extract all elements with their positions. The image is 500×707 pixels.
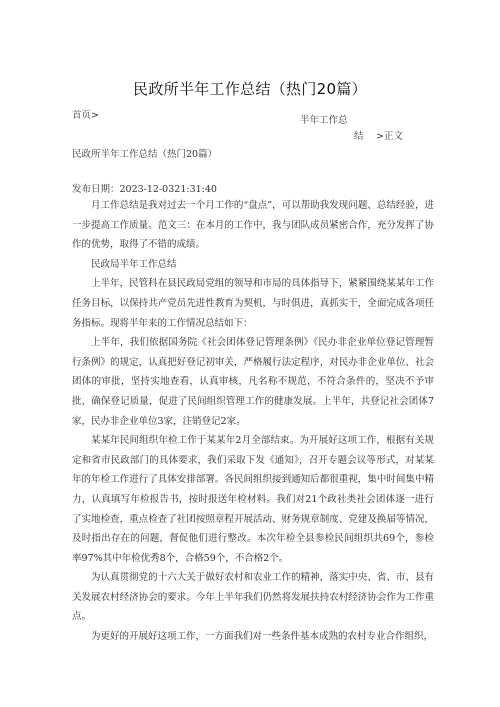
paragraph: 上半年，我们依据国务院《社会团体登记管理条例》《民办非企业单位登记管理暂行条例》的规定，认真把好登记初审关，严格履行法定程序，对民办非企业单位、社会团体的审批，坚持实地查看，认真审核，凡名称不规范，不符合条件的，坚决不予审批，确保登记质量，促进了民间组织管理工作的健康发展。上半年，共登记社会团体7家，民办非企业单位3家，注销登记2家。 [72,337,434,427]
paragraph: 为更好的开展好这项工作，一方面我们对一些条件基本成熟的农村专业合作组织， [91,631,434,643]
breadcrumb-category-link-continued[interactable]: 结 [354,131,364,142]
breadcrumb-home-link[interactable]: 首页> [72,110,99,121]
paragraph: 为认真贯彻党的十六大关于做好农村和农业工作的精神，落实中央、省、市、县有关发展农村经济协会的要求。今年上半年我们仍然将发展扶持农村经济协会作为工作重点。 [72,572,434,623]
article-body [72,196,434,647]
paragraph: 上半年，民管科在县民政局党组的领导和市局的具体指导下，紧紧围绕某某年工作任务目标，以保持共产党员先进性教育为契机，与时俱进，真抓实干，全面完成各项任务指标。现将半年来的工作情况总结如下： [72,278,434,329]
document-subtitle: 民政所半年工作总结（热门20篇） [72,149,218,160]
section-heading: 民政局半年工作总结 [91,258,177,270]
breadcrumb-category-link[interactable]: 半年工作总 [300,115,348,126]
breadcrumb-current: >正文 [376,131,403,142]
document-title: 民政所半年工作总结（热门20篇） [133,80,367,98]
publish-date: 发布日期：2023-12-0321:31:40 [72,184,217,195]
paragraph: 某某年民间组织年检工作于某某年2月全部结束。为开展好这项工作，根据有关规定和省市民政部门的具体要求，我们采取下发《通知》，召开专题会议等形式，对某某年的年检工作进行了具体安排部署。各民间组织接到通知后都很重视，集中时间集中精力，认真填写年检报告书，按时报送年检材料。我们对21个政社类社会团体逐一进行了实地检查，重点检查了社团按照章程开展活动、财务规章制度、党建及换届等情况，及时指出存在的问题，督促他们进行整改。本次年检全县参检民间组织共69个，参检率97%其中年检优秀8个，合格59个，不合格2个。 [72,435,434,564]
paragraph: 月工作总结是我对过去一个月工作的“盘点”，可以帮助我发现问题、总结经验，进一步提高工作质量。范文三：在本月的工作中，我与团队成员紧密合作，充分发挥了协作的优势，取得了不错的成绩。 [72,200,434,251]
